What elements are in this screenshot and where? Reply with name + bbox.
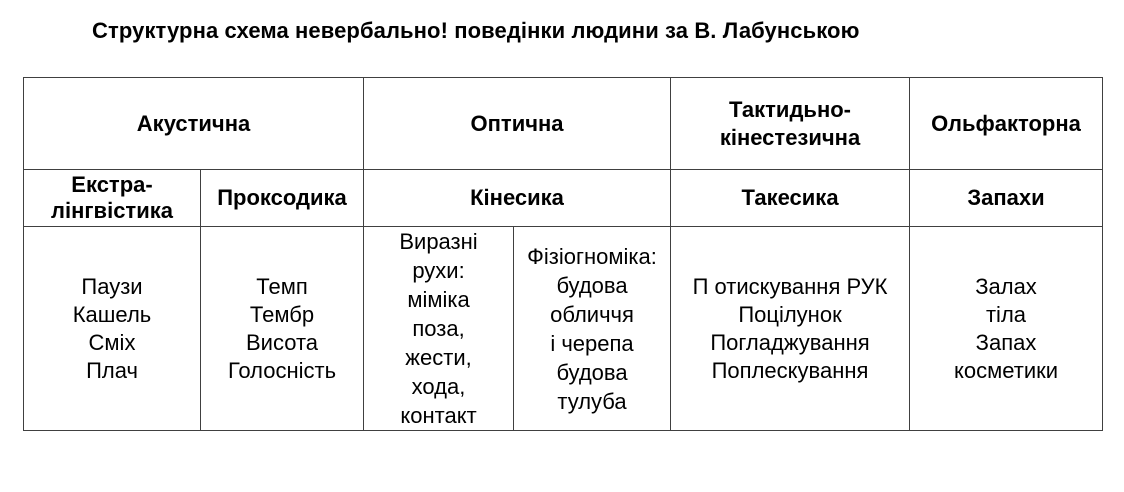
subheader-takesics: Такесика	[671, 170, 910, 227]
list-item: косметики	[954, 357, 1059, 383]
cell-physiognomy	[514, 227, 671, 431]
subheader-kinesics: Кінесика	[364, 170, 671, 227]
header-acoustic: Акустична	[24, 78, 364, 170]
header-tactile-line: Тактидьно-	[729, 96, 851, 122]
list-item: міміка	[407, 287, 470, 312]
list-item: Поцілунок	[738, 301, 842, 327]
header-optical: Оптична	[364, 78, 671, 170]
list-item: Фізіогноміка:	[527, 243, 657, 269]
behavior-scheme-table	[23, 77, 1103, 431]
list-item: Сміх	[88, 329, 136, 355]
header-row	[24, 78, 1103, 170]
header-olfactory: Ольфакторна	[910, 78, 1103, 170]
header-tactile-line: кінестезична	[719, 124, 861, 150]
cell-takesics	[671, 227, 910, 431]
cell-prosody	[201, 227, 364, 431]
content-row	[24, 227, 1103, 431]
list-item: Паузи	[81, 273, 143, 299]
list-item: тулуба	[557, 388, 627, 414]
list-item: П отискування РУК	[692, 273, 888, 299]
list-item: Темп	[256, 273, 308, 299]
list-item: Погладжування	[710, 329, 870, 355]
list-item: хода,	[411, 374, 466, 399]
list-item: Виразні	[399, 229, 478, 254]
subheader-smells: Запахи	[910, 170, 1103, 227]
list-item: Плач	[86, 357, 138, 383]
cell-smells	[910, 227, 1103, 431]
subheader-extralinguistics	[24, 170, 201, 227]
list-item: рухи:	[412, 258, 465, 283]
subheader-extralinguistics-line: Екстра-	[71, 172, 153, 197]
cell-extralinguistics	[24, 227, 201, 431]
list-item: Залах	[975, 273, 1037, 299]
subheader-extralinguistics-line: лінгвістика	[51, 198, 173, 223]
list-item: Поплескування	[711, 357, 869, 383]
subheader-row	[24, 170, 1103, 227]
list-item: Кашель	[72, 301, 152, 327]
list-item: будова	[556, 272, 628, 298]
list-item: Тембр	[249, 301, 315, 327]
header-tactile	[671, 78, 910, 170]
list-item: Запах	[975, 329, 1037, 355]
list-item: жести,	[405, 345, 472, 370]
list-item: контакт	[400, 403, 477, 428]
list-item: обличчя	[550, 301, 634, 327]
list-item: Голосність	[227, 357, 337, 383]
list-item: Висота	[245, 329, 319, 355]
list-item: тіла	[985, 301, 1027, 327]
list-item: поза,	[412, 316, 465, 341]
list-item: будова	[556, 359, 628, 385]
page-title: Структурна схема невербально! поведінки людини за В. Лабунською	[92, 18, 860, 43]
subheader-prosody: Проксодика	[201, 170, 364, 227]
cell-expressive-movements	[364, 227, 514, 431]
list-item: і черепа	[550, 330, 634, 356]
